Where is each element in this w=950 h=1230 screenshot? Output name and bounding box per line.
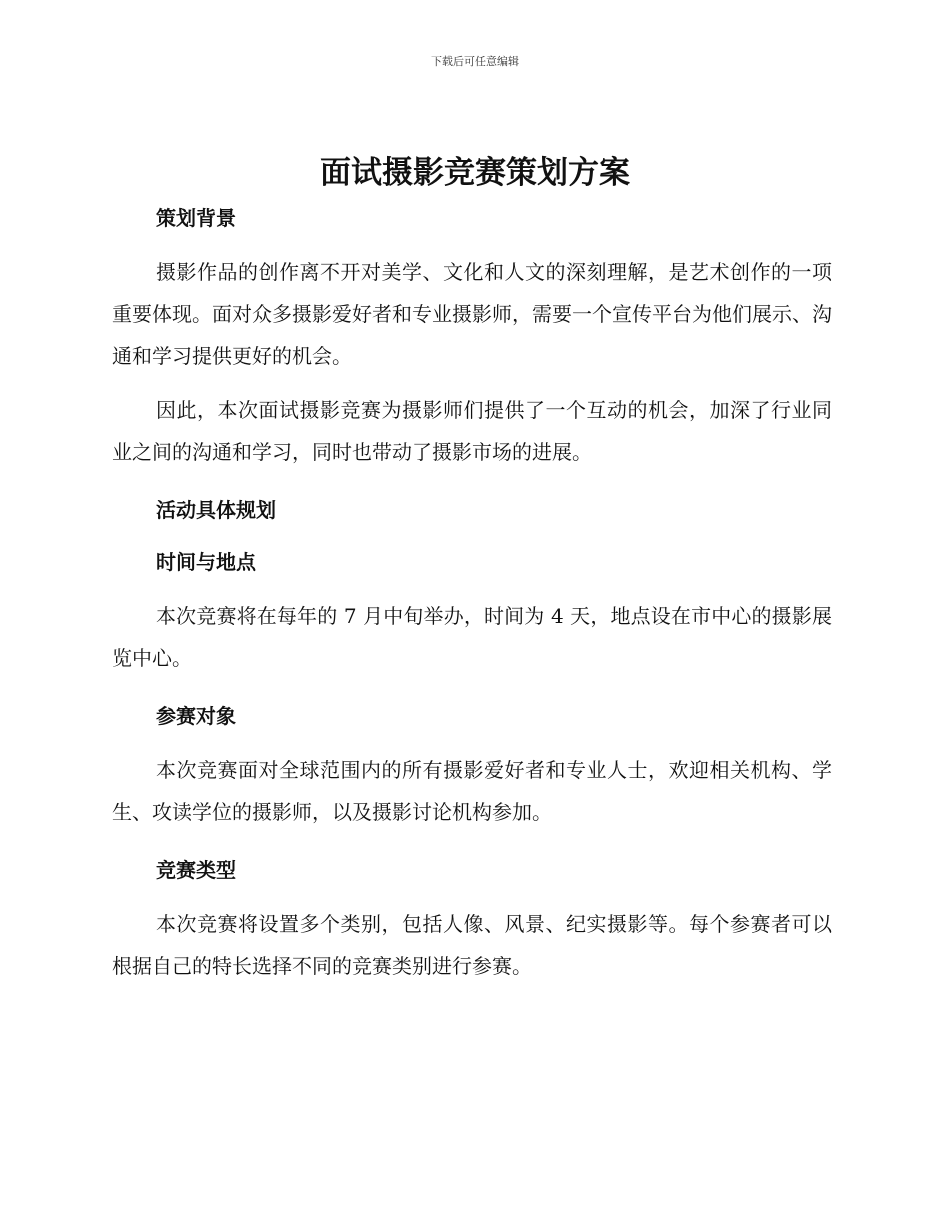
heading-time-place: 时间与地点 [156,550,256,574]
paragraph-participants: 本次竞赛面对全球范围内的所有摄影爱好者和专业人士，欢迎相关机构、学生、攻读学位的摄影师，以及摄影讨论机构参加。 [112,758,832,824]
heading-participants: 参赛对象 [156,704,236,728]
header-note: 下载后可任意编辑 [431,55,519,68]
paragraph-background-2: 因此，本次面试摄影竞赛为摄影师们提供了一个互动的机会，加深了行业同业之间的沟通和学习，同时也带动了摄影市场的进展。 [112,398,832,464]
paragraph-time-place: 本次竞赛将在每年的 7 月中旬举办，时间为 4 天，地点设在市中心的摄影展览中心。 [112,604,832,670]
document-body [112,203,832,987]
heading-types: 竞赛类型 [156,858,236,882]
heading-background: 策划背景 [156,206,236,230]
paragraph-types: 本次竞赛将设置多个类别，包括人像、风景、纪实摄影等。每个参赛者可以根据自己的特长选择不同的竞赛类别进行参赛。 [112,912,832,978]
heading-plan: 活动具体规划 [156,498,276,522]
document-title: 面试摄影竞赛策划方案 [320,155,630,191]
paragraph-background-1: 摄影作品的创作离不开对美学、文化和人文的深刻理解，是艺术创作的一项重要体现。面对众多摄影爱好者和专业摄影师，需要一个宣传平台为他们展示、沟通和学习提供更好的机会。 [112,260,832,368]
